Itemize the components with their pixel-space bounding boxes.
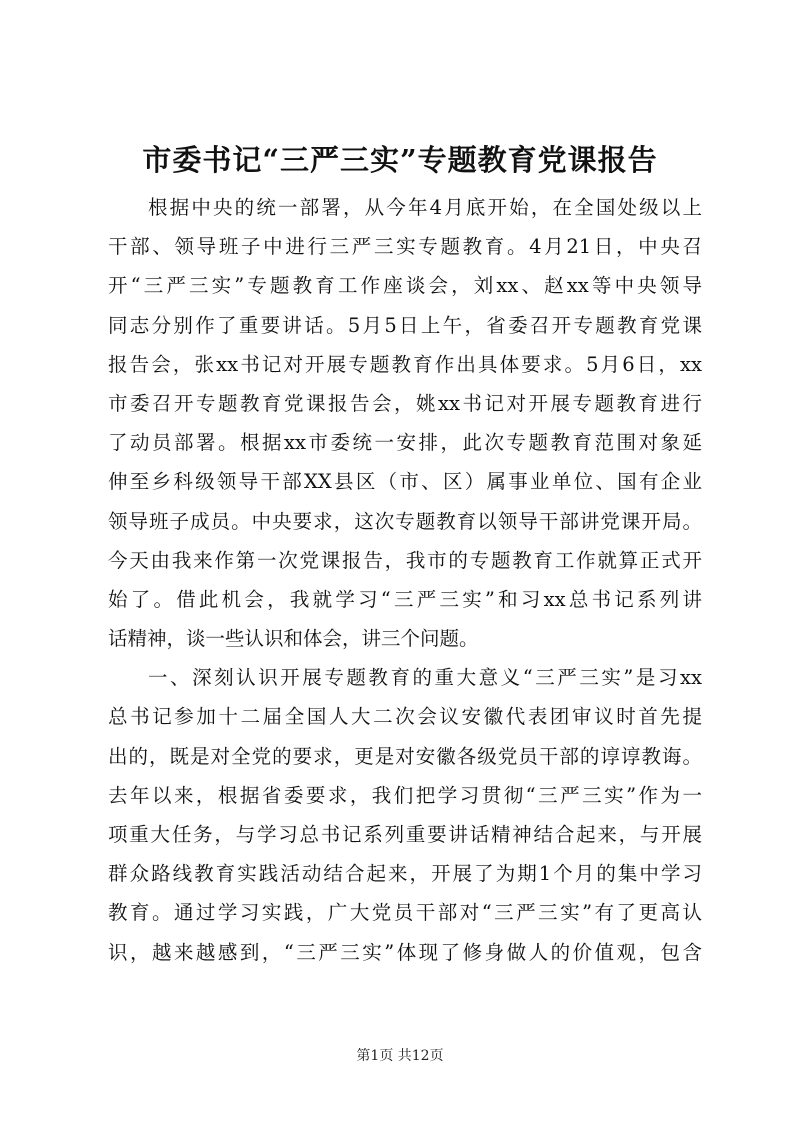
document-body: [108, 188, 702, 972]
text-line: 始了。借此机会，我就学习“三严三实”和习xx总书记系列讲: [108, 587, 702, 611]
text-line: 教育。通过学习实践，广大党员干部对“三严三实”有了更高认: [108, 901, 702, 925]
text-line: 项重大任务，与学习总书记系列重要讲话精神结合起来，与开展: [108, 823, 702, 846]
text-line: 市委召开专题教育党课报告会，姚xx书记对开展专题教育进行: [108, 391, 702, 415]
text-line: 识，越来越感到，“三严三实”体现了修身做人的价值观，包含: [108, 940, 702, 964]
text-line: 同志分别作了重要讲话。5月5日上午，省委召开专题教育党课: [108, 313, 702, 337]
text-line: 根据中央的统一部署，从今年4月底开始，在全国处级以上: [148, 196, 702, 219]
text-line: 了动员部署。根据xx市委统一安排，此次专题教育范围对象延: [108, 431, 702, 455]
text-line: 伸至乡科级领导干部XX县区（市、区）属事业单位、国有企业: [108, 470, 702, 494]
text-line: 总书记参加十二届全国人大二次会议安徽代表团审议时首先提: [108, 705, 702, 729]
text-line: 干部、领导班子中进行三严三实专题教育。4月21日，中央召: [108, 235, 702, 259]
text-line: 一、深刻认识开展专题教育的重大意义“三严三实”是习xx: [148, 666, 702, 690]
text-line: 今天由我来作第一次党课报告，我市的专题教育工作就算正式开: [108, 548, 702, 572]
text-line: 领导班子成员。中央要求，这次专题教育以领导干部讲党课开局。: [108, 509, 702, 533]
text-line: 去年以来，根据省委要求，我们把学习贯彻“三严三实”作为一: [108, 783, 702, 807]
text-line: 报告会，张xx书记对开展专题教育作出具体要求。5月6日，xx: [108, 352, 702, 376]
page-number-footer: 第1页 共12页: [356, 1048, 444, 1064]
document-title: 市委书记“三严三实”专题教育党课报告: [142, 143, 658, 177]
text-line: 出的，既是对全党的要求，更是对安徽各级党员干部的谆谆教诲。: [108, 744, 702, 768]
text-line: 开“三严三实”专题教育工作座谈会，刘xx、赵xx等中央领导: [108, 274, 702, 298]
text-line: 话精神，谈一些认识和体会，讲三个问题。: [108, 627, 479, 651]
text-line: 群众路线教育实践活动结合起来，开展了为期1个月的集中学习: [108, 862, 702, 886]
